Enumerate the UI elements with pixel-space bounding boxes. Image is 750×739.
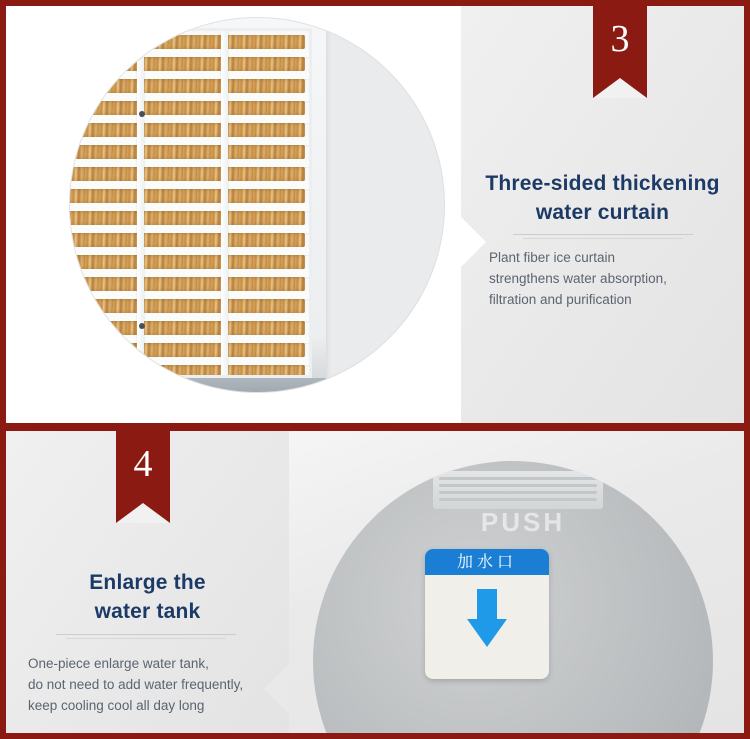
feature-4-divider-secondary (66, 638, 226, 639)
water-inlet-scene (289, 431, 744, 733)
top-vent (433, 471, 603, 509)
feature-3-heading (471, 169, 734, 227)
feature-4-body-line-3: keep cooling cool all day long (28, 698, 205, 713)
water-curtain-photo (6, 6, 461, 423)
water-inlet-closeup-circle (313, 461, 713, 733)
water-curtain-closeup-circle (70, 18, 444, 392)
feature-4-heading-line2: water tank (94, 600, 201, 623)
feature-4-heading (16, 568, 279, 626)
feature-3-body (489, 247, 725, 310)
feature-3-body-line-2: strengthens water absorption, (489, 271, 667, 286)
feature-3-divider (513, 234, 693, 235)
arrow-down-icon (467, 589, 507, 647)
feature-4-text (6, 431, 289, 733)
feature-3-heading-line1: Three-sided thickening (485, 172, 720, 195)
curtain-grille (70, 28, 312, 378)
feature-3-text (461, 6, 744, 423)
feature-panel-4 (6, 431, 744, 733)
feature-4-body-line-2: do not need to add water frequently, (28, 677, 244, 692)
feature-4-body (28, 653, 280, 716)
water-tank-photo (289, 431, 744, 733)
step-number-badge-4: 4 (116, 431, 170, 523)
water-inlet-label-title: 加水口 (425, 549, 549, 575)
cooler-scene (70, 18, 444, 392)
water-inlet-label (425, 549, 549, 679)
feature-4-heading-line1: Enlarge the (89, 571, 206, 594)
cooler-base-vent (136, 387, 178, 392)
feature-3-body-line-3: filtration and purification (489, 292, 632, 307)
feature-panel-3 (6, 6, 744, 423)
step-number-badge-3: 3 (593, 6, 647, 98)
cooler-base (70, 378, 326, 392)
feature-3-divider-secondary (523, 238, 683, 239)
push-watermark: PUSH (480, 507, 566, 537)
feature-4-divider (56, 634, 236, 635)
feature-4-body-line-1: One-piece enlarge water tank, (28, 656, 209, 671)
feature-3-heading-line2: water curtain (535, 201, 670, 224)
feature-3-body-line-1: Plant fiber ice curtain (489, 250, 616, 265)
